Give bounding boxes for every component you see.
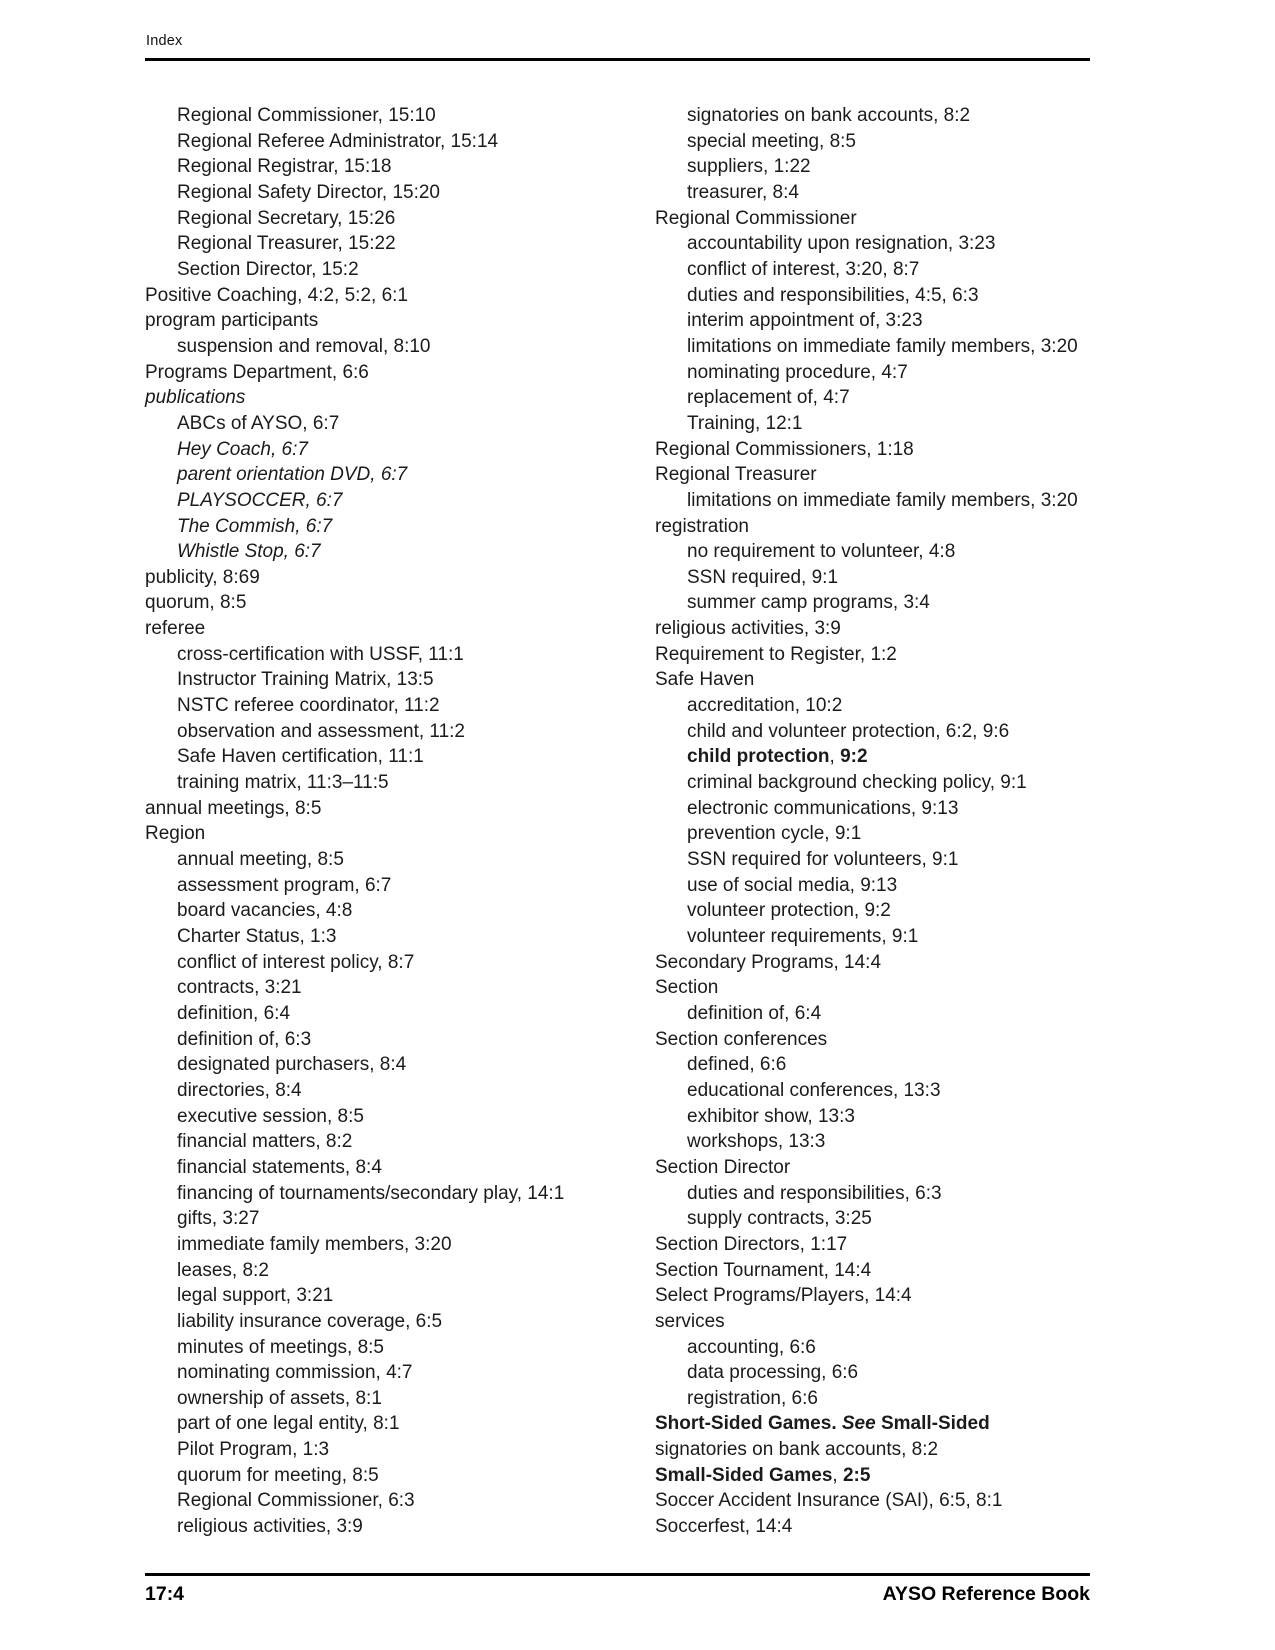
index-entry-text: Section Director, 15:2 — [177, 258, 359, 280]
index-entry-text: Safe Haven certification, 11:1 — [177, 746, 424, 768]
index-entry — [145, 1411, 655, 1437]
index-entry — [145, 360, 655, 386]
index-entry-text: suspension and removal, 8:10 — [177, 335, 431, 357]
index-entry — [145, 950, 655, 976]
index-entry-text: SSN required for volunteers, 9:1 — [687, 849, 959, 871]
index-entry-text: immediate family members, 3:20 — [177, 1233, 452, 1255]
index-entry-text: Section Director — [655, 1156, 791, 1178]
index-entry-text: treasurer, 8:4 — [687, 181, 799, 203]
index-entry — [655, 1129, 1090, 1155]
footer-page-number: 17:4 — [145, 1583, 185, 1605]
index-entry — [655, 103, 1090, 129]
index-entry-text: minutes of meetings, 8:5 — [177, 1336, 384, 1358]
index-entry — [655, 847, 1090, 873]
index-entry-text: SSN required, 9:1 — [687, 566, 839, 588]
index-entry-text: electronic communications, 9:13 — [687, 797, 959, 819]
index-entry-text: Positive Coaching, 4:2, 5:2, 6:1 — [145, 284, 408, 306]
index-entry — [655, 642, 1090, 668]
index-entry-text: accountability upon resignation, 3:23 — [687, 233, 996, 255]
index-entry-text: PLAYSOCCER, 6:7 — [177, 489, 343, 511]
index-entry — [655, 1027, 1090, 1053]
index-entry-text: financial matters, 8:2 — [177, 1131, 353, 1153]
index-entry — [145, 1335, 655, 1361]
index-entry-text: part of one legal entity, 8:1 — [177, 1413, 400, 1435]
index-entry-text: Programs Department, 6:6 — [145, 361, 369, 383]
index-entry — [655, 283, 1090, 309]
index-entry-text: Select Programs/Players, 14:4 — [655, 1285, 912, 1307]
index-entry-text: Hey Coach, 6:7 — [177, 438, 308, 460]
index-entry — [145, 693, 655, 719]
index-entry-text: quorum for meeting, 8:5 — [177, 1464, 379, 1486]
footer — [145, 1583, 1090, 1606]
index-entry — [655, 821, 1090, 847]
index-entry-text: volunteer requirements, 9:1 — [687, 926, 919, 947]
index-entry — [145, 565, 655, 591]
index-entry-text: ABCs of AYSO, 6:7 — [177, 412, 340, 434]
index-entry-text: definition, 6:4 — [177, 1002, 291, 1024]
index-entry-text: use of social media, 9:13 — [687, 874, 898, 896]
index-entry-text: Section — [655, 977, 719, 999]
index-entry — [145, 796, 655, 822]
index-entry — [145, 231, 655, 257]
index-entry-text: Soccer Accident Insurance (SAI), 6:5, 8:1 — [655, 1490, 1003, 1512]
index-entry-text: publicity, 8:69 — [145, 566, 260, 588]
index-entry — [655, 1360, 1090, 1386]
index-entry-text: Safe Haven — [655, 669, 755, 691]
index-entry-text: Region — [145, 823, 206, 845]
index-entry-text: designated purchasers, 8:4 — [177, 1054, 407, 1076]
index-entry-text: Regional Treasurer — [655, 464, 817, 486]
index-entry — [145, 1181, 655, 1207]
index-entry — [655, 360, 1090, 386]
index-entry — [655, 1309, 1090, 1335]
index-entry — [145, 437, 655, 463]
index-entry — [145, 283, 655, 309]
index-entry — [145, 642, 655, 668]
index-entry — [655, 385, 1090, 411]
index-entry-text: Section conferences — [655, 1028, 828, 1050]
index-entry — [145, 539, 655, 565]
index-entry — [655, 154, 1090, 180]
index-entry — [655, 667, 1090, 693]
index-entry-text: The Commish, 6:7 — [177, 515, 333, 537]
index-entry-text: program participants — [145, 310, 319, 332]
index-entry — [145, 154, 655, 180]
index-entry — [145, 334, 655, 360]
index-entry — [145, 616, 655, 642]
index-entry — [655, 129, 1090, 155]
index-entry — [655, 1463, 1090, 1489]
index-entry — [145, 719, 655, 745]
index-entry-text: accreditation, 10:2 — [687, 695, 843, 717]
index-entry — [655, 1335, 1090, 1361]
index-entry — [145, 847, 655, 873]
index-entry — [145, 1514, 655, 1540]
index-entry-text: supply contracts, 3:25 — [687, 1208, 872, 1230]
index-entry-text: definition of, 6:4 — [687, 1002, 822, 1024]
index-entry-text: educational conferences, 13:3 — [687, 1079, 941, 1101]
index-entry-text: defined, 6:6 — [687, 1054, 787, 1076]
index-entry — [145, 1104, 655, 1130]
index-entry — [145, 1283, 655, 1309]
index-entry-text: conflict of interest policy, 8:7 — [177, 951, 415, 973]
index-entry-text: Regional Commissioners, 1:18 — [655, 438, 914, 460]
index-entry — [655, 796, 1090, 822]
index-entry-text: Soccerfest, 14:4 — [655, 1516, 793, 1538]
index-entry — [655, 488, 1090, 514]
index-entry-text: volunteer protection, 9:2 — [687, 900, 891, 922]
index-entry-text: limitations on immediate family members, 3:20 — [687, 335, 1078, 357]
index-entry-text: child protection — [687, 746, 830, 768]
index-entry — [655, 719, 1090, 745]
index-entry-text: accounting, 6:6 — [687, 1336, 816, 1358]
index-entry-text: Regional Commissioner, 15:10 — [177, 105, 436, 126]
index-entry — [145, 206, 655, 232]
index-entry — [655, 1258, 1090, 1284]
index-entry — [145, 1206, 655, 1232]
index-entry — [145, 514, 655, 540]
index-entry — [655, 924, 1090, 950]
index-entry-text: executive session, 8:5 — [177, 1105, 364, 1127]
index-entry-text: Regional Referee Administrator, 15:14 — [177, 130, 499, 152]
index-entry — [655, 1232, 1090, 1258]
index-entry-text: conflict of interest, 3:20, 8:7 — [687, 258, 920, 280]
index-column-right — [655, 103, 1090, 1540]
index-entry — [655, 898, 1090, 924]
index-entry — [145, 1258, 655, 1284]
index-entry — [655, 231, 1090, 257]
index-entry — [145, 1437, 655, 1463]
index-entry-text: nominating commission, 4:7 — [177, 1362, 413, 1384]
index-entry-text: observation and assessment, 11:2 — [177, 720, 465, 742]
header-rule — [145, 58, 1090, 61]
index-entry — [145, 1232, 655, 1258]
index-entry-text: Small-Sided — [875, 1413, 990, 1435]
index-entry — [145, 924, 655, 950]
index-entry-text: replacement of, 4:7 — [687, 387, 850, 409]
index-entry — [145, 308, 655, 334]
index-entry-text: Whistle Stop, 6:7 — [177, 541, 321, 563]
index-entry-text: Section Directors, 1:17 — [655, 1233, 848, 1255]
index-entry — [145, 744, 655, 770]
index-entry — [655, 180, 1090, 206]
index-entry — [655, 1052, 1090, 1078]
index-entry-text: liability insurance coverage, 6:5 — [177, 1310, 443, 1332]
index-entry-text: Small-Sided Games — [655, 1464, 833, 1486]
index-entry-text: board vacancies, 4:8 — [177, 900, 353, 922]
index-entry-text: services — [655, 1310, 725, 1332]
index-entry-text: parent orientation DVD, 6:7 — [177, 464, 408, 486]
index-entry — [655, 206, 1090, 232]
index-entry-text: annual meeting, 8:5 — [177, 849, 344, 871]
index-entry — [655, 693, 1090, 719]
index-entry-text: ownership of assets, 8:1 — [177, 1387, 382, 1409]
index-entry — [655, 257, 1090, 283]
index-entry — [145, 488, 655, 514]
index-entry — [145, 1360, 655, 1386]
index-entry-text: See — [841, 1413, 876, 1435]
index-entry-text: signatories on bank accounts, 8:2 — [655, 1439, 939, 1461]
index-column-left — [145, 103, 655, 1540]
index-entry-text: contracts, 3:21 — [177, 977, 302, 999]
index-entry-text: leases, 8:2 — [177, 1259, 269, 1281]
index-entry — [145, 898, 655, 924]
index-entry — [655, 1078, 1090, 1104]
index-entry-text: nominating procedure, 4:7 — [687, 361, 908, 383]
index-entry — [145, 590, 655, 616]
index-entry-text: child and volunteer protection, 6:2, 9:6 — [687, 720, 1010, 742]
index-entry — [145, 257, 655, 283]
index-entry-text: workshops, 13:3 — [687, 1131, 826, 1153]
index-entry-text: suppliers, 1:22 — [687, 156, 811, 178]
index-columns — [145, 103, 1090, 1540]
index-entry-text: 2:5 — [842, 1464, 871, 1486]
index-entry — [655, 539, 1090, 565]
index-entry-text: publications — [145, 387, 246, 409]
index-entry — [655, 744, 1090, 770]
index-entry-text: financing of tournaments/secondary play, 14:1 — [177, 1182, 565, 1204]
index-entry-text: Secondary Programs, 14:4 — [655, 951, 882, 973]
index-entry — [655, 873, 1090, 899]
index-entry-text: Regional Treasurer, 15:22 — [177, 233, 396, 255]
index-entry — [145, 821, 655, 847]
index-entry — [145, 975, 655, 1001]
index-entry — [655, 1411, 1090, 1437]
index-entry — [655, 1001, 1090, 1027]
index-entry — [655, 1283, 1090, 1309]
index-entry — [655, 1514, 1090, 1540]
index-entry-text: signatories on bank accounts, 8:2 — [687, 105, 971, 126]
index-entry-text: Regional Commissioner — [655, 207, 857, 229]
index-entry — [145, 180, 655, 206]
index-entry — [145, 1129, 655, 1155]
index-entry — [145, 1001, 655, 1027]
index-entry — [655, 975, 1090, 1001]
index-entry — [655, 590, 1090, 616]
index-entry-text: prevention cycle, 9:1 — [687, 823, 862, 845]
index-entry-text: criminal background checking policy, 9:1 — [687, 772, 1027, 794]
index-entry — [655, 1386, 1090, 1412]
index-entry — [655, 1104, 1090, 1130]
index-entry-text: religious activities, 3:9 — [655, 618, 841, 640]
index-entry-text: registration, 6:6 — [687, 1387, 818, 1409]
index-entry-text: 9:2 — [840, 746, 868, 768]
index-entry-text: Pilot Program, 1:3 — [177, 1439, 330, 1461]
index-entry-text: Regional Secretary, 15:26 — [177, 207, 396, 229]
index-entry — [655, 462, 1090, 488]
index-entry-text: NSTC referee coordinator, 11:2 — [177, 695, 440, 717]
index-entry — [145, 462, 655, 488]
index-entry — [655, 1181, 1090, 1207]
index-entry-text: Requirement to Register, 1:2 — [655, 643, 897, 665]
index-entry-text: , — [829, 746, 841, 768]
index-entry — [145, 1155, 655, 1181]
index-entry-text: no requirement to volunteer, 4:8 — [687, 541, 956, 563]
index-entry-text: Instructor Training Matrix, 13:5 — [177, 669, 434, 691]
index-entry — [145, 1078, 655, 1104]
index-entry — [145, 1027, 655, 1053]
index-entry-text: special meeting, 8:5 — [687, 130, 856, 152]
index-entry-text: training matrix, 11:3–11:5 — [177, 772, 389, 794]
index-entry — [145, 411, 655, 437]
index-entry-text: Regional Commissioner, 6:3 — [177, 1490, 415, 1512]
index-entry — [145, 129, 655, 155]
index-entry-text: duties and responsibilities, 4:5, 6:3 — [687, 284, 979, 306]
index-entry-text: registration — [655, 515, 749, 537]
index-entry — [145, 1052, 655, 1078]
index-entry — [655, 308, 1090, 334]
index-entry-text: Short-Sided Games. — [655, 1413, 842, 1435]
index-entry — [655, 616, 1090, 642]
index-entry-text: Regional Registrar, 15:18 — [177, 156, 392, 178]
index-entry-text: legal support, 3:21 — [177, 1285, 334, 1307]
index-entry — [655, 950, 1090, 976]
index-entry — [655, 1437, 1090, 1463]
index-entry-text: data processing, 6:6 — [687, 1362, 859, 1384]
index-entry-text: limitations on immediate family members, 3:20 — [687, 489, 1078, 511]
index-entry-text: quorum, 8:5 — [145, 592, 247, 614]
index-entry — [655, 437, 1090, 463]
index-entry-text: referee — [145, 618, 206, 640]
index-entry — [655, 1155, 1090, 1181]
index-entry-text: Charter Status, 1:3 — [177, 926, 337, 947]
footer-book-title: AYSO Reference Book — [882, 1583, 1090, 1605]
index-entry-text: interim appointment of, 3:23 — [687, 310, 923, 332]
index-entry — [145, 873, 655, 899]
index-entry-text: cross-certification with USSF, 11:1 — [177, 643, 464, 665]
index-entry-text: financial statements, 8:4 — [177, 1156, 382, 1178]
index-entry — [655, 1206, 1090, 1232]
index-entry-text: Training, 12:1 — [687, 412, 803, 434]
index-entry-text: assessment program, 6:7 — [177, 874, 392, 896]
index-entry — [655, 1488, 1090, 1514]
index-entry — [145, 1386, 655, 1412]
index-entry — [145, 667, 655, 693]
index-entry-text: gifts, 3:27 — [177, 1208, 260, 1230]
index-entry — [655, 770, 1090, 796]
index-entry-text: definition of, 6:3 — [177, 1028, 312, 1050]
index-entry — [655, 334, 1090, 360]
index-entry — [655, 411, 1090, 437]
index-entry-text: summer camp programs, 3:4 — [687, 592, 930, 614]
index-entry — [145, 1309, 655, 1335]
index-entry-text: directories, 8:4 — [177, 1079, 302, 1101]
index-entry-text: exhibitor show, 13:3 — [687, 1105, 855, 1127]
index-entry — [145, 1488, 655, 1514]
footer-rule — [145, 1573, 1090, 1576]
index-entry — [145, 103, 655, 129]
running-head-title: Index — [146, 33, 183, 49]
index-entry-text: , — [832, 1464, 843, 1486]
index-entry-text: annual meetings, 8:5 — [145, 797, 322, 819]
index-entry — [145, 1463, 655, 1489]
index-entry-text: Regional Safety Director, 15:20 — [177, 181, 440, 203]
index-entry-text: religious activities, 3:9 — [177, 1516, 363, 1538]
index-entry — [145, 385, 655, 411]
index-entry-text: Section Tournament, 14:4 — [655, 1259, 872, 1281]
index-entry — [655, 565, 1090, 591]
index-entry — [145, 770, 655, 796]
index-entry — [655, 514, 1090, 540]
index-entry-text: duties and responsibilities, 6:3 — [687, 1182, 942, 1204]
